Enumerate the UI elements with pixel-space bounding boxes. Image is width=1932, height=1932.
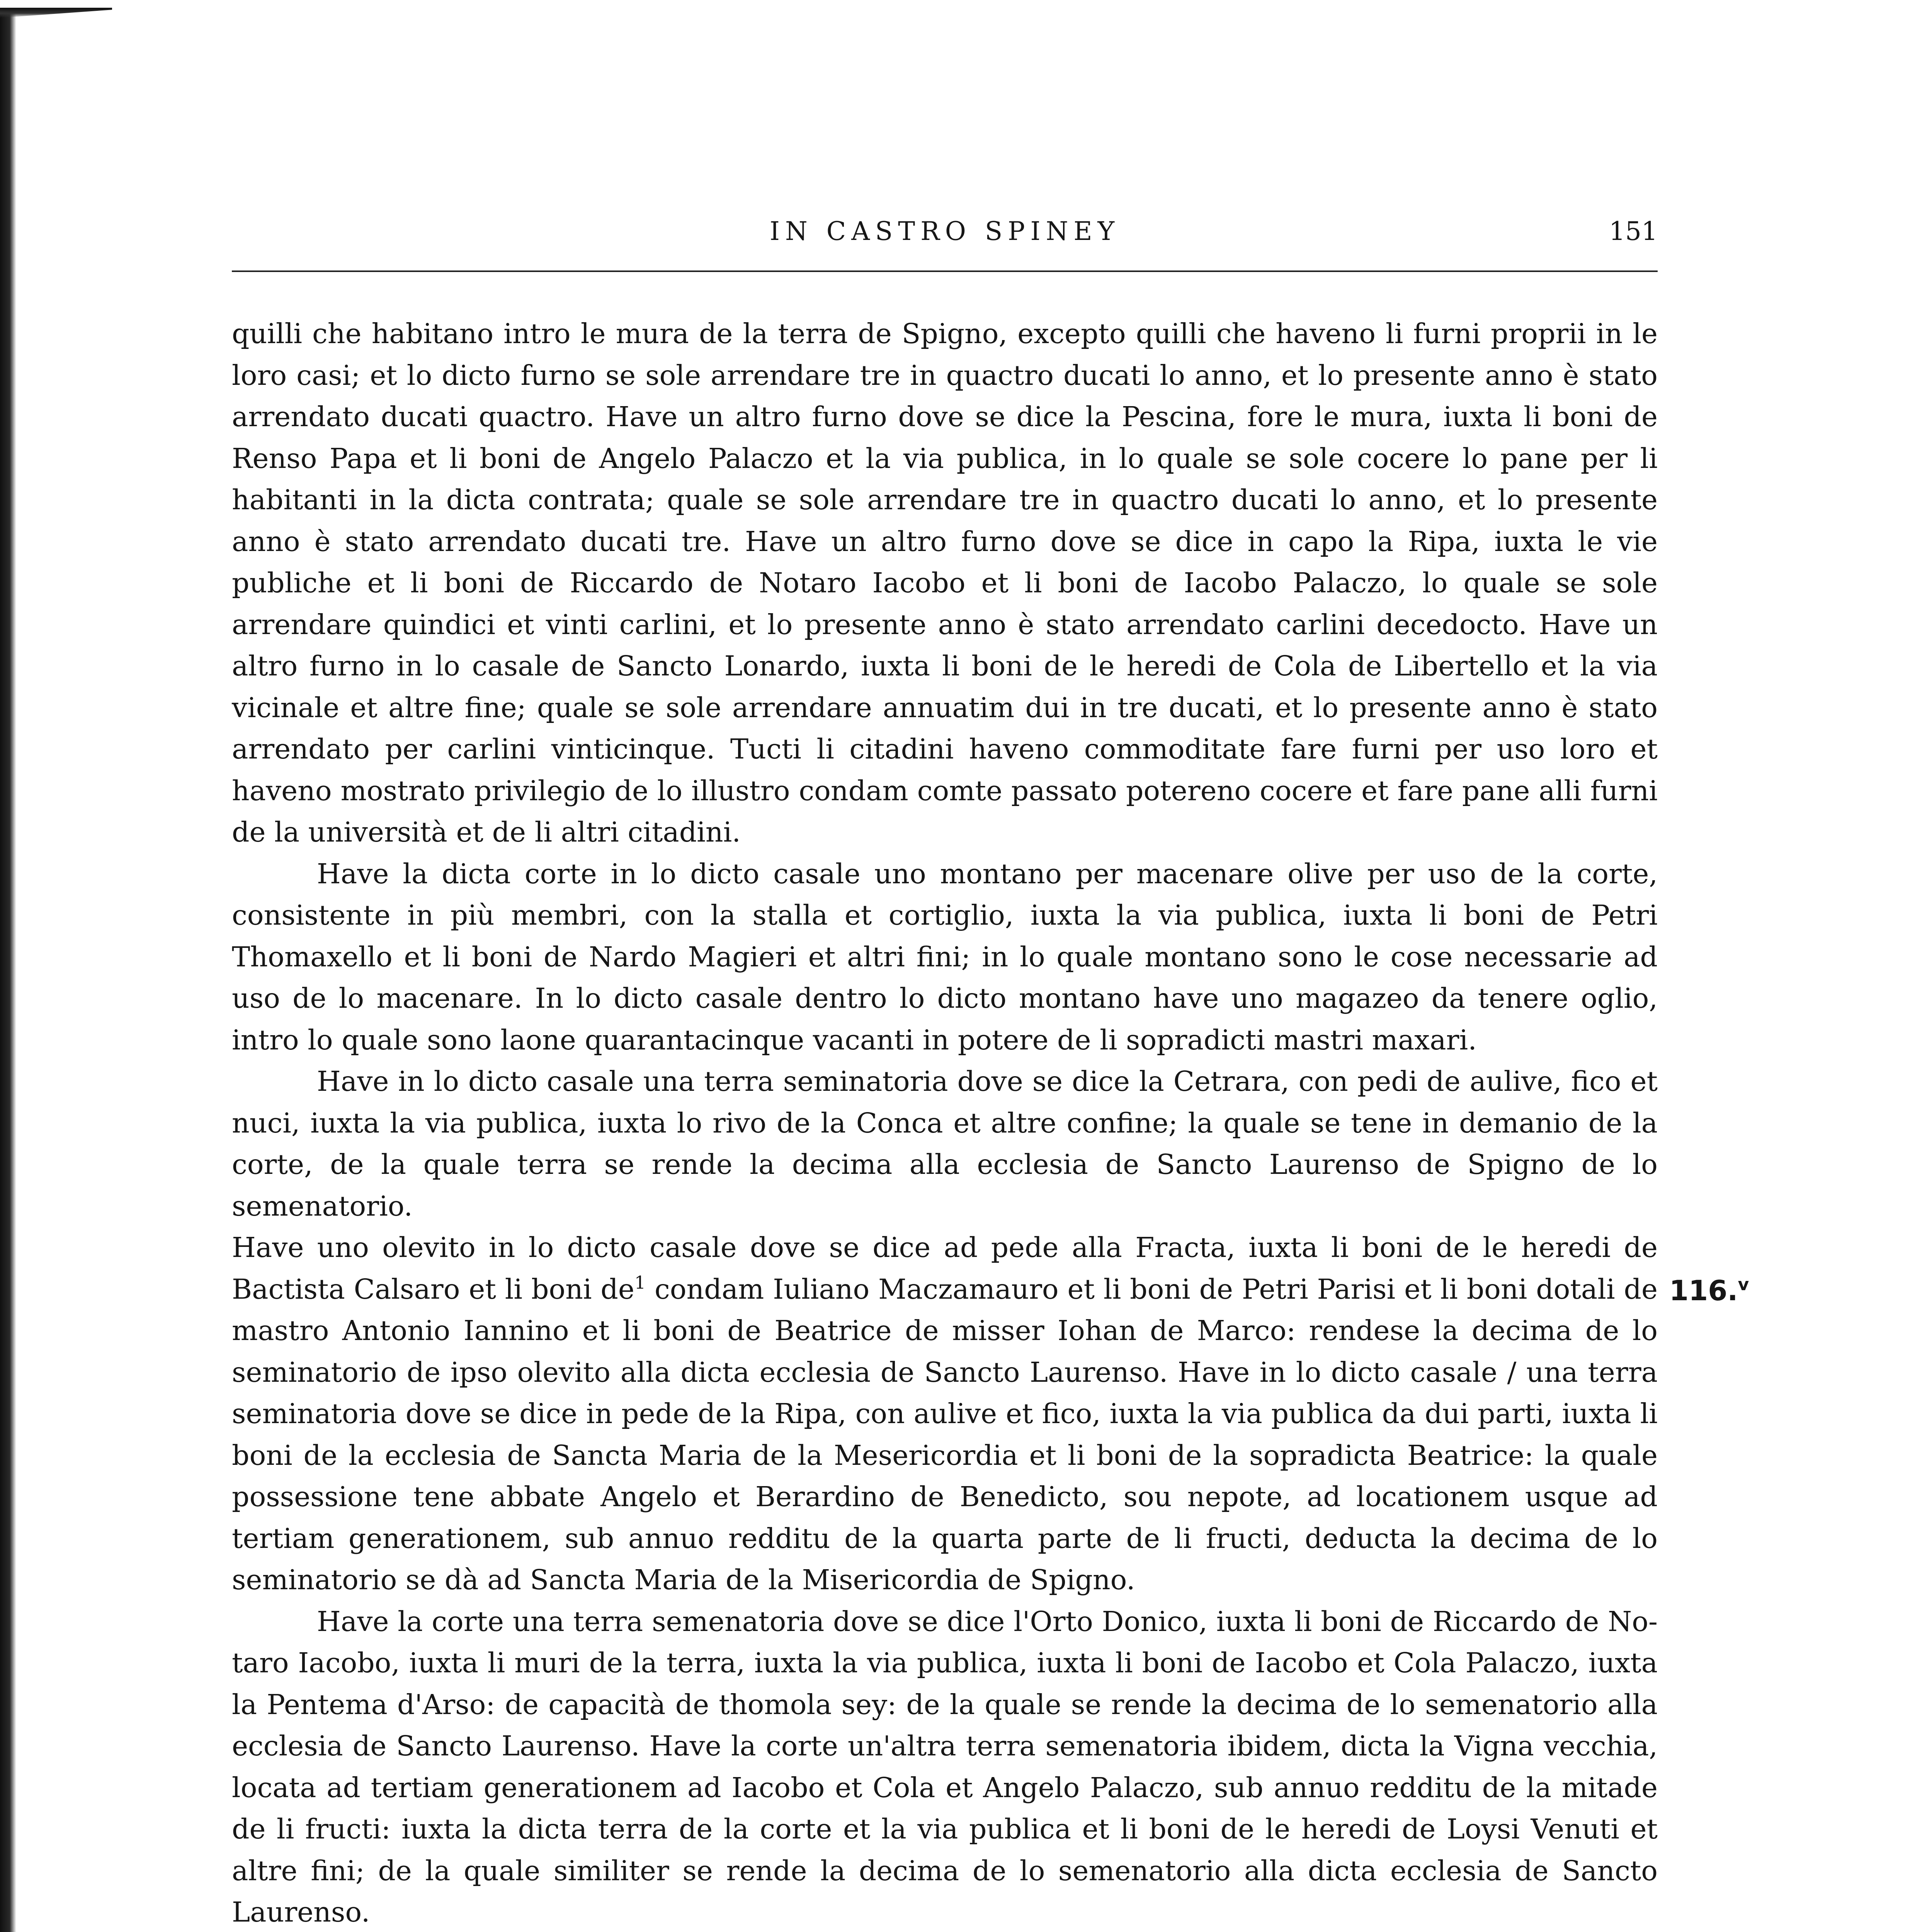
- paragraph-text: Have uno olevito in lo dicto casale dove se dice ad pede alla Fracta, iuxta li boni de le heredi de Bactista Calsaro et li boni de: [232, 1231, 1658, 1305]
- scan-edge-vertical: [0, 8, 16, 1932]
- folio-number: 116.: [1669, 1274, 1738, 1307]
- footnote-ref-1[interactable]: 1: [634, 1272, 646, 1293]
- paragraph-text: Have la dicta corte in lo dicto casale uno montano per macenare olive per uso de la corte, consistente in più membri, con la stalla et cortiglio, iuxta la via publica, iuxta li boni de Petri Thomaxello et li boni de Nardo Magieri et altri fini; in lo quale montano sono le cose necessarie ad uso de lo macenare. In lo dicto casale dentro lo dicto montano have uno magazeo da tenere oglio, intro lo quale sono laone quarantacinque vacanti in potere de li sopradicti mastri maxari.: [232, 857, 1658, 1056]
- running-head: [232, 216, 1658, 251]
- header-rule: [232, 270, 1658, 272]
- paragraph-text: quilli che habitano intro le mura de la terra de Spigno, excepto quilli che haveno li furni proprii in le loro casi; et lo dicto furno se sole arrendare tre in quactro ducati lo anno, et lo presente anno è stato arrendato ducati quactro. Have un altro furno dove se dice la Pescina, fore le mura, iuxta li boni de Renso Papa et li boni de Angelo Palaczo et la via publica, in lo quale se sole cocere lo pane per li habitanti in la dicta contrata; quale se sole arrendare tre in quactro ducati lo anno, et lo presente anno è stato arrendato ducati tre. Have un altro furno dove se dice in capo la Ripa, iuxta le vie publiche et li boni de Riccardo de Notaro Iacobo et li boni de Iacobo Palaczo, lo quale se sole arrendare quindici et vinti carlini, et lo presente anno è stato arrendato carlini decedocto. Have un altro furno in lo casale de Sancto Lonardo, iuxta li boni de le heredi de Cola de Libertello et la via vicinale et altre fine; quale se sole arrendare annuatim dui in tre ducati, et lo presente anno è stato arrendato per carlini vinticinque. Tucti li citadini haveno commoditate fare furni per uso loro et haveno mostrato privilegio de lo illustro condam comte passato potereno cocere et fare pane alli furni de la università et de li altri citadini.: [232, 318, 1658, 848]
- page-title: IN CASTRO SPINEY: [769, 216, 1120, 246]
- folio-side: v: [1738, 1275, 1749, 1294]
- paragraph-text: condam Iuliano Maczamauro et li boni de Petri Parisi et li boni dotali de mastro Antonio Iannino et li boni de Beatrice de misser Iohan de Marco: rendese la decima de lo seminatorio de ipso olevito alla dicta ecclesia de Sancto Laurenso. Have in lo dicto casale / una terra seminatoria dove se dice in pede de la Ripa, con aulive et fico, iuxta la via publica da dui parti, iuxta li boni de la ecclesia de Sancta Maria de la Mesericordia et li boni de la sopradicta Beatrice: la quale possessione tene abbate Angelo et Berardino de Benedicto, sou nepote, ad locationem usque ad tertiam generationem, sub annuo redditu de la quarta parte de li fructi, deducta la decima de lo seminatorio se dà ad Sancta Maria de la Misericordia de Spigno.: [232, 1273, 1658, 1596]
- folio-marginal-note: [1669, 1273, 1749, 1308]
- paragraph-text: Have la corte una terra semenatoria dove se dice l'Orto Donico, iuxta li boni de Riccardo de Notaro Iacobo, iuxta li muri de la terra, iuxta la via publica, iuxta li boni de Iacobo et Cola Palaczo, iuxta la Pentema d'Arso: de capacità de thomola sey: de la quale se rende la decima de lo semenatorio alla ecclesia de Sancto Laurenso. Have la corte un'altra terra semenatoria ibidem, dicta la Vigna vecchia, locata ad tertiam generationem ad Iacobo et Cola et Angelo Palaczo, sub annuo redditu de la mitade de li fructi: iuxta la dicta terra de la corte et la via publica et li boni de le heredi de Loysi Venuti et altre fini; de la quale similiter se rende la decima de lo semenatorio alla dicta ecclesia de Sancto Laurenso.: [232, 1605, 1658, 1928]
- page-number: 151: [1609, 216, 1658, 246]
- paragraph-2: [232, 853, 1658, 1061]
- scan-edge-shadow: [0, 0, 112, 1932]
- scan-edge-horizontal: [0, 8, 112, 18]
- paragraph-3: [232, 1061, 1658, 1227]
- paragraph-5: [232, 1601, 1658, 1932]
- paragraph-text: Have in lo dicto casale una terra seminatoria dove se dice la Cetrara, con pedi de aulive, fico et nuci, iuxta la via publica, iuxta lo rivo de la Conca et altre confine; la quale se tene in demanio de la corte, de la quale terra se rende la decima alla ecclesia de Sancto Laurenso de Spigno de lo semenatorio.: [232, 1065, 1658, 1222]
- paragraph-1: [232, 313, 1658, 853]
- paragraph-4: [232, 1227, 1658, 1601]
- main-text: [232, 313, 1658, 1932]
